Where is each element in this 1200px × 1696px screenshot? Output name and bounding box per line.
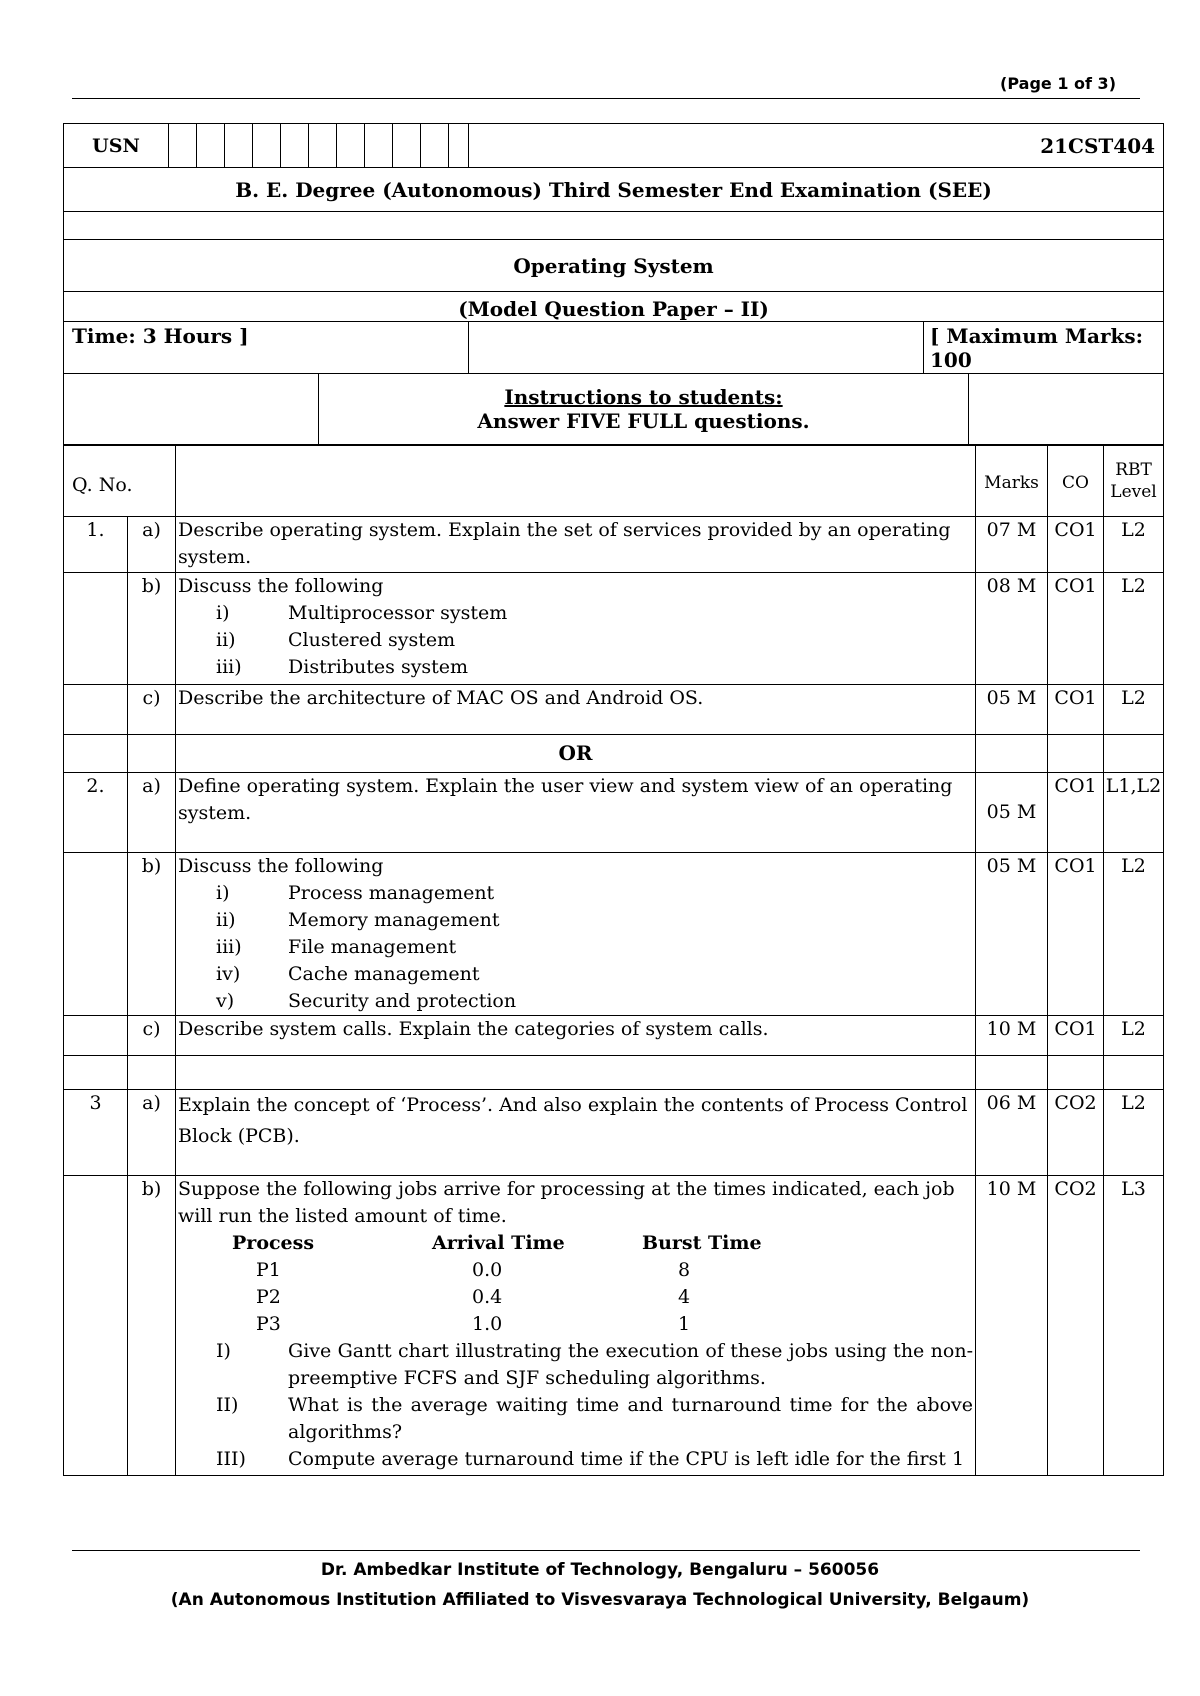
process-header: Process xyxy=(232,1232,315,1254)
table-row xyxy=(64,853,1164,1016)
q2a-text: Define operating system. Explain the user view and system view of an operating system. xyxy=(176,773,976,853)
list-item: Give Gantt chart illustrating the execution of these jobs using the non-preemptive FCFS and SJF scheduling algorithms. xyxy=(288,1340,974,1389)
col-qno: Q. No. xyxy=(64,445,176,517)
q1-number: 1. xyxy=(64,517,128,573)
table-row xyxy=(64,773,1164,853)
header-table xyxy=(63,123,1164,374)
col-marks: Marks xyxy=(976,445,1048,517)
footer-affiliation: (An Autonomous Institution Affiliated to Visvesvaraya Technological University, Belgaum) xyxy=(170,1590,1030,1610)
col-co: CO xyxy=(1048,445,1104,517)
or-label: OR xyxy=(176,735,976,773)
q3b-marks: 10 M xyxy=(976,1176,1048,1476)
list-item: Cache management xyxy=(288,963,480,985)
list-item: Distributes system xyxy=(288,656,469,678)
q3b-co: CO2 xyxy=(1048,1176,1104,1476)
q2a-co: CO1 xyxy=(1048,773,1104,853)
instructions-table xyxy=(63,373,1164,446)
list-item: Memory management xyxy=(288,909,500,931)
burst-cell: 4 xyxy=(678,1286,691,1308)
usn-label: USN xyxy=(64,124,169,168)
list-item-num: I) xyxy=(216,1340,231,1362)
list-item: Clustered system xyxy=(288,629,456,651)
process-table xyxy=(232,1230,973,1338)
q1c-marks: 05 M xyxy=(976,685,1048,735)
burst-cell: 8 xyxy=(678,1259,691,1281)
table-row xyxy=(64,1176,1164,1476)
q2a-level: L1,L2 xyxy=(1104,773,1164,853)
footer-institute: Dr. Ambedkar Institute of Technology, Bengaluru – 560056 xyxy=(320,1560,880,1580)
q2c-marks: 10 M xyxy=(976,1016,1048,1056)
usn-boxes[interactable] xyxy=(169,124,469,168)
q2c-label: c) xyxy=(128,1016,176,1056)
q2b-label: b) xyxy=(128,853,176,1016)
questions-table xyxy=(63,444,1164,1476)
arrival-header: Arrival Time xyxy=(432,1232,565,1254)
process-cell: P1 xyxy=(256,1259,281,1281)
list-item-num: II) xyxy=(216,1394,239,1416)
list-item: What is the average waiting time and turnaround time for the above algorithms? xyxy=(288,1394,974,1443)
list-item-num: ii) xyxy=(216,909,236,931)
instructions-title: Instructions to students: xyxy=(504,385,783,409)
arrival-cell: 0.0 xyxy=(472,1259,503,1281)
list-item: Multiprocessor system xyxy=(288,602,508,624)
list-item: File management xyxy=(288,936,457,958)
q2a-label: a) xyxy=(128,773,176,853)
q1b-co: CO1 xyxy=(1048,573,1104,685)
q1a-label: a) xyxy=(128,517,176,573)
burst-header: Burst Time xyxy=(642,1232,762,1254)
q3-number: 3 xyxy=(64,1090,128,1176)
footer-rule xyxy=(72,1550,1140,1551)
q2b-marks: 05 M xyxy=(976,853,1048,1016)
column-header-row xyxy=(64,445,1164,517)
list-item-num: i) xyxy=(216,602,230,624)
q1c-label: c) xyxy=(128,685,176,735)
list-item-num: ii) xyxy=(216,629,236,651)
page-number: (Page 1 of 3) xyxy=(1000,74,1116,93)
q3b-text: Suppose the following jobs arrive for processing at the times indicated, each job will run the listed amount of time. xyxy=(178,1178,955,1227)
q2b-level: L2 xyxy=(1104,853,1164,1016)
q1b-level: L2 xyxy=(1104,573,1164,685)
q3a-level: L2 xyxy=(1104,1090,1164,1176)
instructions-text: Answer FIVE FULL questions. xyxy=(477,409,810,433)
q3a-marks: 06 M xyxy=(976,1090,1048,1176)
q3a-label: a) xyxy=(128,1090,176,1176)
q2b-co: CO1 xyxy=(1048,853,1104,1016)
table-row xyxy=(64,685,1164,735)
q2c-co: CO1 xyxy=(1048,1016,1104,1056)
table-row xyxy=(64,1016,1164,1056)
list-item: Security and protection xyxy=(288,990,517,1012)
burst-cell: 1 xyxy=(678,1313,691,1335)
q1a-co: CO1 xyxy=(1048,517,1104,573)
q1c-level: L2 xyxy=(1104,685,1164,735)
q3a-text: Explain the concept of ‘Process’. And also explain the contents of Process Control Block (PCB). xyxy=(176,1090,976,1176)
list-item-num: iii) xyxy=(216,936,242,958)
max-marks: [ Maximum Marks: 100 xyxy=(924,322,1164,374)
q3b-level: L3 xyxy=(1104,1176,1164,1476)
q3a-co: CO2 xyxy=(1048,1090,1104,1176)
exam-title: B. E. Degree (Autonomous) Third Semester End Examination (SEE) xyxy=(64,168,1164,212)
table-row xyxy=(64,517,1164,573)
list-item: Process management xyxy=(288,882,495,904)
q1a-level: L2 xyxy=(1104,517,1164,573)
q2c-text: Describe system calls. Explain the categories of system calls. xyxy=(176,1016,976,1056)
list-item-num: v) xyxy=(216,990,235,1012)
list-item: Compute average turnaround time if the CPU is left idle for the first 1 xyxy=(288,1448,965,1470)
header-rule xyxy=(72,98,1140,99)
process-cell: P2 xyxy=(256,1286,281,1308)
q2c-level: L2 xyxy=(1104,1016,1164,1056)
arrival-cell: 0.4 xyxy=(472,1286,503,1308)
q1c-co: CO1 xyxy=(1048,685,1104,735)
col-rbt: RBT Level xyxy=(1104,445,1164,517)
question-paper xyxy=(63,123,1163,1476)
q2a-marks: 05 M xyxy=(976,773,1048,853)
list-item-num: III) xyxy=(216,1448,246,1470)
q2b-text: Discuss the following xyxy=(178,855,384,877)
q2-number: 2. xyxy=(64,773,128,853)
table-row xyxy=(64,573,1164,685)
q1a-marks: 07 M xyxy=(976,517,1048,573)
time-label: Time: 3 Hours ] xyxy=(64,322,469,374)
q1b-label: b) xyxy=(128,573,176,685)
q3b-label: b) xyxy=(128,1176,176,1476)
table-row xyxy=(64,735,1164,773)
list-item-num: iv) xyxy=(216,963,241,985)
arrival-cell: 1.0 xyxy=(472,1313,503,1335)
q1c-text: Describe the architecture of MAC OS and Android OS. xyxy=(176,685,976,735)
list-item-num: iii) xyxy=(216,656,242,678)
table-row xyxy=(64,1090,1164,1176)
course-code: 21CST404 xyxy=(469,124,1164,168)
subject-title: Operating System xyxy=(64,240,1164,292)
q1b-marks: 08 M xyxy=(976,573,1048,685)
q1b-text: Discuss the following xyxy=(178,575,384,597)
list-item-num: i) xyxy=(216,882,230,904)
process-cell: P3 xyxy=(256,1313,281,1335)
paper-type: (Model Question Paper – II) xyxy=(64,292,1164,322)
q1a-text: Describe operating system. Explain the set of services provided by an operating system. xyxy=(176,517,976,573)
